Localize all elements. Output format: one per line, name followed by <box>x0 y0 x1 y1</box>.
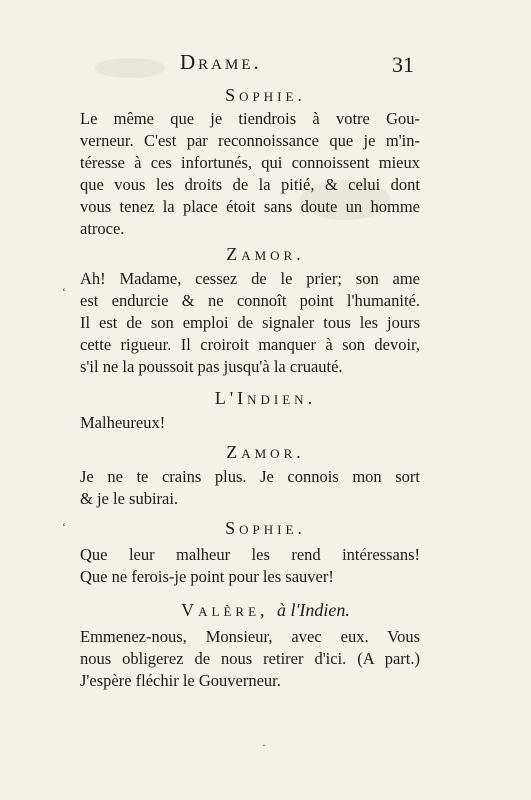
speech-line: & je le subirai. <box>80 489 179 508</box>
speaker-name: L'Indien. <box>214 388 317 408</box>
page-header <box>0 50 531 80</box>
stage-direction: à l'Indien. <box>277 600 350 620</box>
speech-line: nous obligerez de nous retirer d'ici. (A part.) <box>80 649 420 668</box>
speech-line: cette rigueur. Il croiroit manquer à son devoir, <box>80 335 420 354</box>
speech-line: Que ne ferois-je point pour les sauver! <box>80 567 334 586</box>
speech-block <box>80 412 420 434</box>
speaker-name: Zamor. <box>226 244 305 264</box>
speech-line: que vous les droits de la pitié, & celui dont <box>80 175 420 194</box>
running-title: Drame. <box>180 50 262 74</box>
margin-mark: · <box>262 738 266 752</box>
speech-line: Emmenez-nous, Monsieur, avec eux. Vous <box>80 627 420 646</box>
speaker-name: Zamor. <box>226 442 305 462</box>
speech-line: s'il ne la poussoit pas jusqu'à la cruauté. <box>80 357 343 376</box>
speech-block <box>80 466 420 510</box>
speech-line: Que leur malheur les rend intéressans! <box>80 545 420 564</box>
speech-line: téresse à ces infortunés, qui connoissent mieux <box>80 153 420 172</box>
speech-block <box>80 108 420 240</box>
speaker-name: Sophie. <box>225 518 306 538</box>
speech-line: Je ne te crains plus. Je connois mon sort <box>80 467 420 486</box>
speaker-name <box>0 600 531 621</box>
speech-line: verneur. C'est par reconnoissance que je m'in- <box>80 131 420 150</box>
speaker-name: Sophie. <box>225 85 306 105</box>
speech-line: Ah! Madame, cessez de le prier; son ame <box>80 269 420 288</box>
speech-line: Il est de son emploi de signaler tous les jours <box>80 313 420 332</box>
speech-line: Malheureux! <box>80 413 166 432</box>
speech-block <box>80 626 420 692</box>
speech-line: est endurcie & ne connoît point l'humanité. <box>80 291 420 310</box>
speaker-label: Valère, <box>181 600 269 620</box>
speech-line: J'espère fléchir le Gouverneur. <box>80 671 281 690</box>
page-number: 31 <box>392 52 414 77</box>
margin-mark: ‘ <box>62 520 66 534</box>
margin-mark: ‘ <box>62 285 66 299</box>
speech-line: Le même que je tiendrois à votre Gou- <box>80 109 420 128</box>
speech-line: vous tenez la place étoit sans doute un homme <box>80 197 420 216</box>
speech-block <box>80 268 420 378</box>
speech-line: atroce. <box>80 219 125 238</box>
speech-block <box>80 544 420 588</box>
